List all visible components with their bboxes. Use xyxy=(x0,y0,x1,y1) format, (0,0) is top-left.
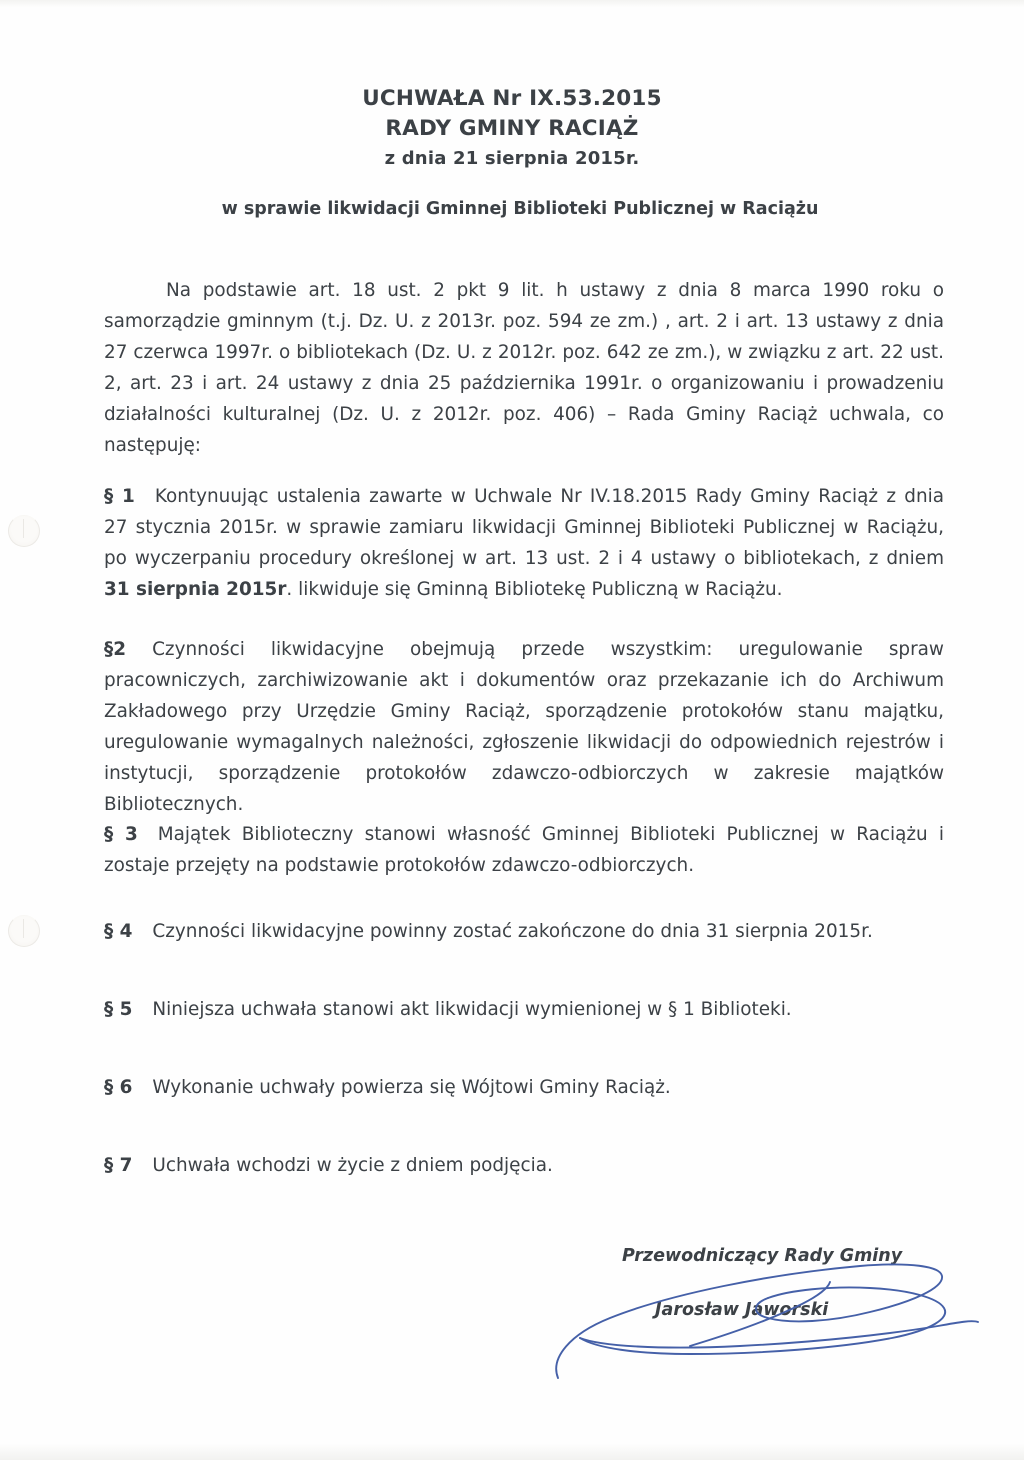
section-label-2: §2 xyxy=(104,639,126,660)
scan-edge-top xyxy=(0,0,1024,8)
preamble-text: Na podstawie art. 18 ust. 2 pkt 9 lit. h ustawy z dnia 8 marca 1990 roku o samorządzie gminnym (t.j. Dz. U. z 2013r. poz. 594 ze zm.) , art. 2 i art. 13 ustawy z dnia 27 czerwca 1997r. o bibliotekach (Dz. U. z 2012r. poz. 642 ze zm.), w związku z art. 22 ust. 2, art. 23 i art. 24 ustawy z dnia 25 października 1991r. o organizowaniu i prowadzeniu działalności kulturalnej (Dz. U. z 2012r. poz. 406) – Rada Gminy Raciąż uchwala, co następuję: xyxy=(104,280,944,456)
section-label-7: § 7 xyxy=(104,1155,133,1176)
section-label-5: § 5 xyxy=(104,999,133,1020)
paragraph-section-5 xyxy=(104,994,944,1025)
signatory-name: Jarosław Jaworski xyxy=(655,1300,829,1320)
paragraph-section-6 xyxy=(104,1072,944,1103)
section-5-text: Niniejsza uchwała stanowi akt likwidacji wymienionej w § 1 Biblioteki. xyxy=(152,999,792,1020)
paragraph-section-1 xyxy=(104,481,944,605)
paragraph-preamble xyxy=(104,275,944,461)
section-7-text: Uchwała wchodzi w życie z dniem podjęcia. xyxy=(152,1155,553,1176)
scan-edge-bottom xyxy=(0,1442,1024,1460)
section-1-text-a: Kontynuując ustalenia zawarte w Uchwale Nr IV.18.2015 Rady Gminy Raciąż z dnia 27 stycznia 2015r. w sprawie zamiaru likwidacji Gminnej Biblioteki Publicznej w Raciążu, po wyczerpaniu procedury określonej w art. 13 ust. 2 i 4 ustawy o bibliotekach, z dniem xyxy=(104,486,944,569)
section-4-text: Czynności likwidacyjne powinny zostać zakończone do dnia 31 sierpnia 2015r. xyxy=(152,921,873,942)
paragraph-section-3 xyxy=(104,819,944,881)
section-label-4: § 4 xyxy=(104,921,133,942)
document-subject: w sprawie likwidacji Gminnej Biblioteki Publicznej w Raciążu xyxy=(221,199,819,219)
page-title: UCHWAŁA Nr IX.53.2015 xyxy=(362,86,662,111)
section-label-3: § 3 xyxy=(104,824,138,845)
section-2-text: Czynności likwidacyjne obejmują przede wszystkim: uregulowanie spraw pracowniczych, zarchiwizowanie akt i dokumentów oraz przekazanie ich do Archiwum Zakładowego przy Urzędzie Gminy Raciąż, sporządzenie protokołów stanu majątku, uregulowanie wymagalnych należności, zgłoszenie likwidacji do odpowiednich rejestrów i instytucji, sporządzenie protokołów zdawczo-odbiorczych w zakresie majątków Bibliotecznych. xyxy=(104,639,944,815)
hole-punch-mark-lower xyxy=(8,915,40,947)
section-6-text: Wykonanie uchwały powierza się Wójtowi Gminy Raciąż. xyxy=(152,1077,671,1098)
signatory-title: Przewodniczący Rady Gminy xyxy=(622,1246,903,1266)
document-date: z dnia 21 sierpnia 2015r. xyxy=(384,148,640,169)
document-title-block xyxy=(0,84,1024,173)
paragraph-section-2 xyxy=(104,634,944,820)
signature-block xyxy=(540,1238,980,1388)
hole-punch-mark-upper xyxy=(8,515,40,547)
section-1-effective-date: 31 sierpnia 2015r xyxy=(104,579,287,600)
issuing-body: RADY GMINY RACIĄŻ xyxy=(385,116,639,141)
paragraph-section-7 xyxy=(104,1150,944,1181)
paragraph-section-4 xyxy=(104,916,944,947)
section-1-text-b: . likwiduje się Gminną Bibliotekę Publiczną w Raciążu. xyxy=(286,579,783,600)
section-label-6: § 6 xyxy=(104,1077,133,1098)
section-label-1: § 1 xyxy=(104,486,135,507)
section-3-text: Majątek Biblioteczny stanowi własność Gminnej Biblioteki Publicznej w Raciążu i zostaje przejęty na podstawie protokołów zdawczo-odbiorczych. xyxy=(104,824,944,876)
